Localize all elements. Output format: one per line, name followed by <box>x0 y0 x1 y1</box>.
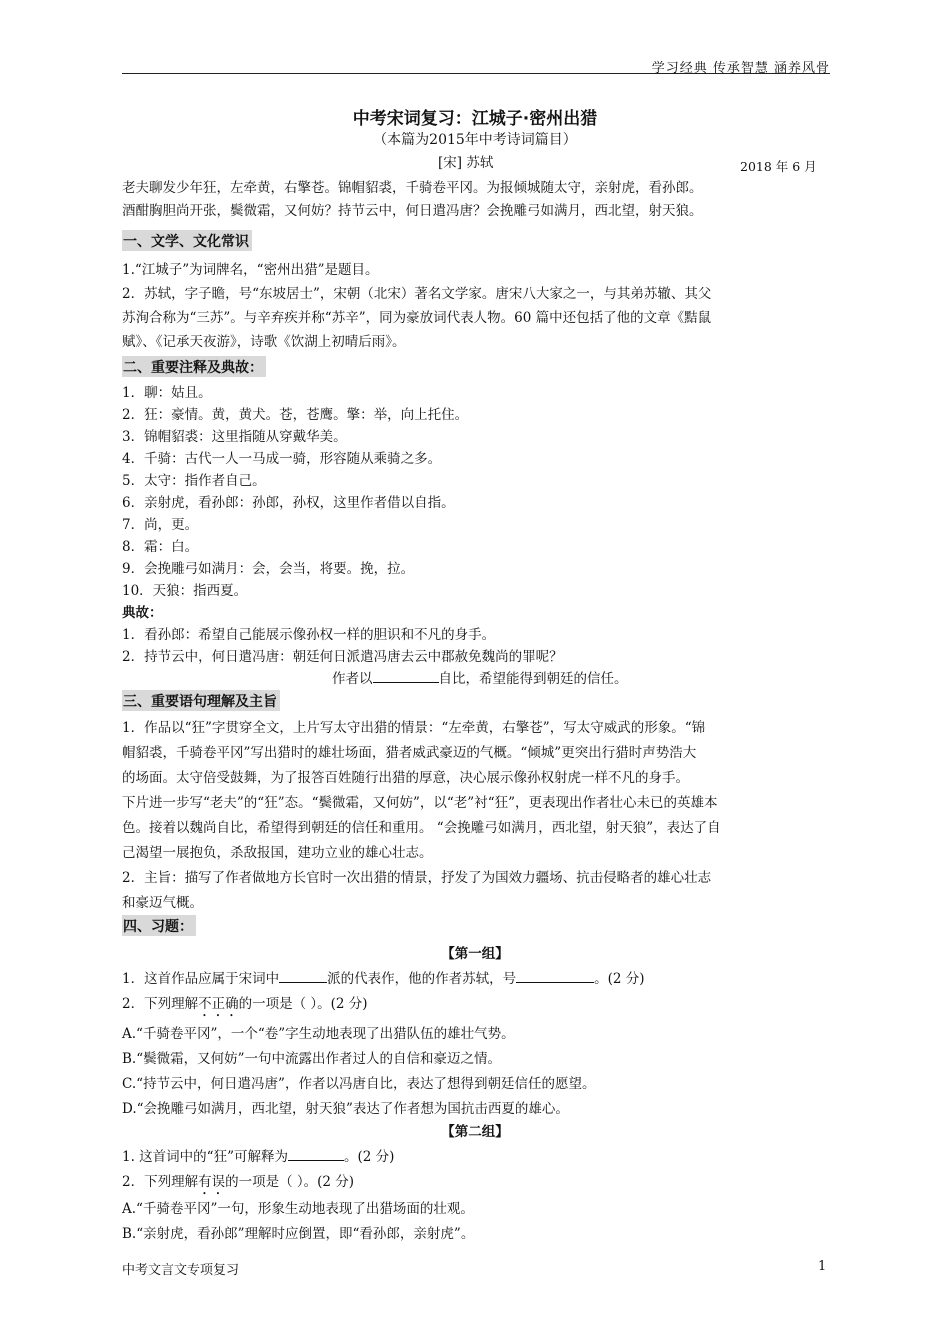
note-item: 6．亲射虎，看孙郎：孙郎，孙权，这里作者借以自指。 <box>122 495 455 511</box>
section-heading-notes: 二、重要注释及典故： <box>122 356 266 377</box>
allusion-label: 典故： <box>122 605 163 621</box>
note-item: 10．天狼：指西夏。 <box>122 583 248 599</box>
option-a: A.“千骑卷平冈”一句，形象生动地表现了出猎场面的壮观。 <box>122 1201 474 1217</box>
poem-line: 老夫聊发少年狂，左牵黄，右擎苍。锦帽貂裘，千骑卷平冈。为报倾城随太守，亲射虎，看孙郎。 <box>122 180 703 196</box>
poem-text <box>122 177 703 223</box>
date-line: 2018 年 6 月 <box>740 159 817 174</box>
paragraph-line: 赋》、《记承天夜游》，诗歌《饮湖上初晴后雨》。 <box>122 334 406 350</box>
header-divider <box>122 73 830 74</box>
group-one-title: 【第一组】 <box>441 946 509 962</box>
note-item: 7．尚，更。 <box>122 517 199 533</box>
paragraph-line: 己渴望一展抱负，杀敌报国，建功立业的雄心壮志。 <box>122 845 433 861</box>
paragraph-line: 苏洵合称为“三苏”。与辛弃疾并称“苏辛”，同为豪放词代表人物。60 篇中还包括了他的文章《黠鼠 <box>122 310 712 326</box>
section-heading-analysis: 三、重要语句理解及主旨 <box>122 690 280 711</box>
fill-blank[interactable] <box>516 971 594 983</box>
header-slogan: 学习经典 传承智慧 涵养风骨 <box>651 61 830 76</box>
fill-blank[interactable] <box>279 971 327 983</box>
poem-line: 酒酣胸胆尚开张，鬓微霜，又何妨？持节云中，何日遣冯唐？会挽雕弓如满月，西北望，射天狼。 <box>122 203 703 219</box>
note-item: 5．太守：指作者自己。 <box>122 473 266 489</box>
paragraph-line: 2．苏轼，字子瞻，号“东坡居士”，宋朝（北宋）著名文学家。唐宋八大家之一，与其弟苏辙、其父 <box>122 286 712 302</box>
paragraph-line: 帽貂裘，千骑卷平冈”写出猎时的雄壮场面，猎者威武豪迈的气概。“倾城”更突出行猎时声势浩大 <box>122 745 697 761</box>
allusion-continuation: 作者以 自比，希望能得到朝廷的信任。 <box>332 671 628 687</box>
question-1: 1．这首作品应属于宋词中 派的代表作，他的作者苏轼，号 。(2 分) <box>122 971 645 987</box>
note-item: 9．会挽雕弓如满月：会，会当，将要。挽，拉。 <box>122 561 415 577</box>
paragraph-line: 下片进一步写“老夫”的“狂”态。“鬓微霜，又何妨”，以“老”衬“狂”，更表现出作者壮心未已的英雄本 <box>122 795 718 811</box>
author-line: [宋] 苏轼 <box>438 155 494 171</box>
option-b: B.“鬓微霜，又何妨”一句中流露出作者过人的自信和豪迈之情。 <box>122 1051 502 1067</box>
group-two-title: 【第二组】 <box>441 1124 509 1140</box>
paragraph-line: 1．作品以“狂”字贯穿全文，上片写太守出猎的情景：“左牵黄，右擎苍”，写太守威武的形象。“锦 <box>122 720 706 736</box>
note-item: 4．千骑：古代一人一马成一骑，形容随从乘骑之多。 <box>122 451 442 467</box>
option-c: C.“持节云中，何日遣冯唐”，作者以冯唐自比，表达了想得到朝廷信任的愿望。 <box>122 1076 596 1092</box>
page-subtitle: （本篇为2015年中考诗词篇目） <box>373 132 577 148</box>
question-1: 1. 这首词中的“狂”可解释为 。(2 分) <box>122 1149 395 1165</box>
paragraph-line: 和豪迈气概。 <box>122 895 203 911</box>
option-b: B.“亲射虎，看孙郎”理解时应倒置，即“看孙郎，亲射虎”。 <box>122 1226 475 1242</box>
footer-label: 中考文言文专项复习 <box>122 1263 240 1278</box>
note-item: 3．锦帽貂裘：这里指随从穿戴华美。 <box>122 429 347 445</box>
fill-blank[interactable] <box>373 671 439 683</box>
allusion-item: 1．看孙郎：希望自己能展示像孙权一样的胆识和不凡的身手。 <box>122 627 496 643</box>
section-heading-literature: 一、文学、文化常识 <box>122 230 252 251</box>
option-d: D.“会挽雕弓如满月，西北望，射天狼”表达了作者想为国抗击西夏的雄心。 <box>122 1101 569 1117</box>
paragraph-line: 的场面。太守倍受鼓舞，为了报答百姓随行出猎的厚意，决心展示像孙权射虎一样不凡的身手。 <box>122 770 689 786</box>
emphasis-dots: 有误 <box>198 1174 226 1190</box>
note-item: 1．聊：姑且。 <box>122 385 212 401</box>
question-2: 2．下列理解不正确的一项是（ ）。(2 分) <box>122 996 368 1012</box>
paragraph-line: 色。接着以魏尚自比，希望得到朝廷的信任和重用。 “会挽雕弓如满月，西北望，射天狼”，表达了自 <box>122 820 721 836</box>
section-heading-exercises: 四、习题： <box>122 915 196 936</box>
emphasis-dots: 不正确 <box>198 996 239 1012</box>
question-2: 2．下列理解有误的一项是（ ）。(2 分) <box>122 1174 355 1190</box>
page-number: 1 <box>818 1259 827 1274</box>
allusion-item: 2．持节云中，何日遣冯唐：朝廷何日派遣冯唐去云中郡赦免魏尚的罪呢？ <box>122 649 563 665</box>
option-a: A.“千骑卷平冈”，一个“卷”字生动地表现了出猎队伍的雄壮气势。 <box>122 1026 515 1042</box>
page-title: 中考宋词复习：江城子·密州出猎 <box>352 109 598 129</box>
note-item: 2．狂：豪情。黄，黄犬。苍，苍鹰。擎：举，向上托住。 <box>122 407 469 423</box>
paragraph-line: 1.“江城子”为词牌名，“密州出猎”是题目。 <box>122 262 379 278</box>
note-item: 8．霜：白。 <box>122 539 199 555</box>
paragraph-line: 2．主旨：描写了作者做地方长官时一次出猎的情景，抒发了为国效力疆场、抗击侵略者的雄心壮志 <box>122 870 712 886</box>
fill-blank[interactable] <box>288 1149 344 1161</box>
